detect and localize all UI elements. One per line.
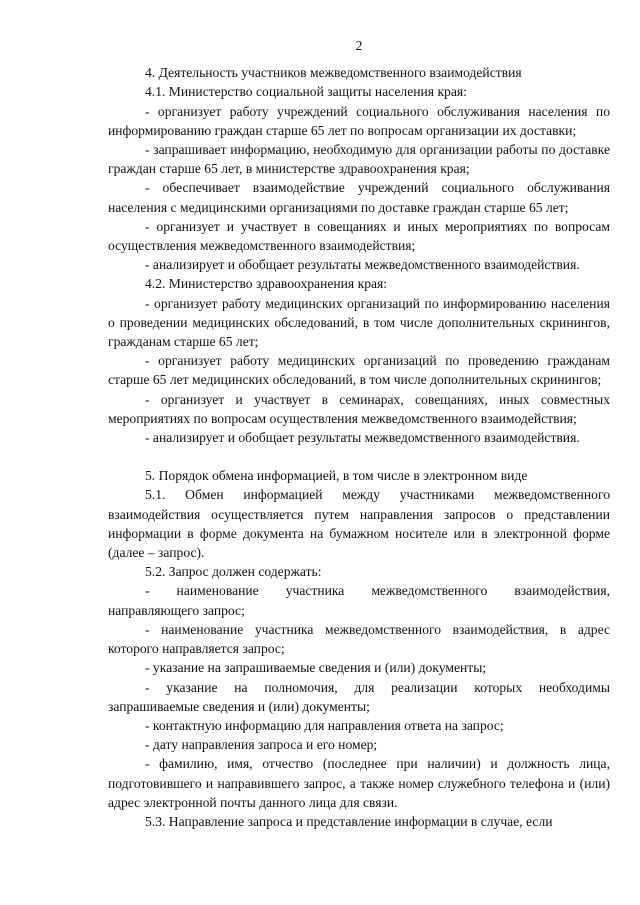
page-number: 2 [355, 38, 363, 53]
paragraph: 4.2. Министерство здравоохранения края: [145, 276, 388, 292]
section-5-body [108, 485, 610, 831]
paragraph: - наименование участника межведомственного взаимодействия, направляющего запрос; [108, 583, 610, 618]
paragraph: - дату направления запроса и его номер; [145, 737, 378, 753]
paragraph: - организует и участвует в совещаниях и иных мероприятиях по вопросам осуществления межведомственного взаимодействия; [108, 218, 610, 254]
paragraph: 5.1. Обмен информацией между участниками межведомственного взаимодействия осуществляется путем направления запросов о представлении информации в форме документа на бумажном носителе или в электронной форме (далее – запрос). [108, 487, 610, 561]
paragraph: 4.1. Министерство социальной защиты населения края: [145, 84, 467, 100]
paragraph: - анализирует и обобщает результаты межведомственного взаимодействия. [145, 257, 580, 273]
section-4-body [108, 82, 610, 447]
document-page [108, 36, 610, 831]
paragraph: - организует работу медицинских организаций по информированию населения о проведении медицинских обследований, в том числе дополнительных скринингов, гражданам старше 65 лет; [108, 295, 610, 350]
paragraph: - анализирует и обобщает результаты межведомственного взаимодействия. [145, 430, 580, 446]
paragraph: - указание на запрашиваемые сведения и (или) документы; [145, 660, 487, 676]
paragraph: - указание на полномочия, для реализации которых необходимы запрашиваемые сведения и (или) документы; [108, 679, 610, 714]
paragraph: - организует работу учреждений социального обслуживания населения по информированию граждан старше 65 лет по вопросам организации их доставки; [108, 103, 610, 138]
paragraph: - организует и участвует в семинарах, совещаниях, иных совместных мероприятиях по вопросам осуществления межведомственного взаимодействия; [108, 391, 610, 426]
section-spacer [108, 447, 610, 466]
paragraph: - запрашивает информацию, необходимую для организации работы по доставке граждан старше 65 лет, в министерстве здравоохранения края; [108, 142, 610, 177]
section-5-heading: 5. Порядок обмена информацией, в том числе в электронном виде [145, 468, 528, 484]
paragraph: - обеспечивает взаимодействие учреждений социального обслуживания населения с медицинскими организациями по доставке граждан старше 65 лет; [108, 180, 610, 215]
paragraph: 5.2. Запрос должен содержать: [145, 564, 322, 580]
paragraph: 5.3. Направление запроса и представление информации в случае, если [145, 813, 553, 829]
paragraph: - фамилию, имя, отчество (последнее при наличии) и должность лица, подготовившего и направившего запрос, а также номер служебного телефона и (или) адрес электронной почты данного лица для связи. [108, 756, 610, 810]
paragraph: - контактную информацию для направления ответа на запрос; [145, 717, 504, 733]
paragraph: - наименование участника межведомственного взаимодействия, в адрес которого направляется запрос; [108, 621, 610, 657]
section-4-heading: 4. Деятельность участников межведомственного взаимодействия [145, 65, 522, 81]
paragraph: - организует работу медицинских организаций по проведению гражданам старше 65 лет медицинских обследований, в том числе дополнительных скринингов; [108, 353, 610, 388]
